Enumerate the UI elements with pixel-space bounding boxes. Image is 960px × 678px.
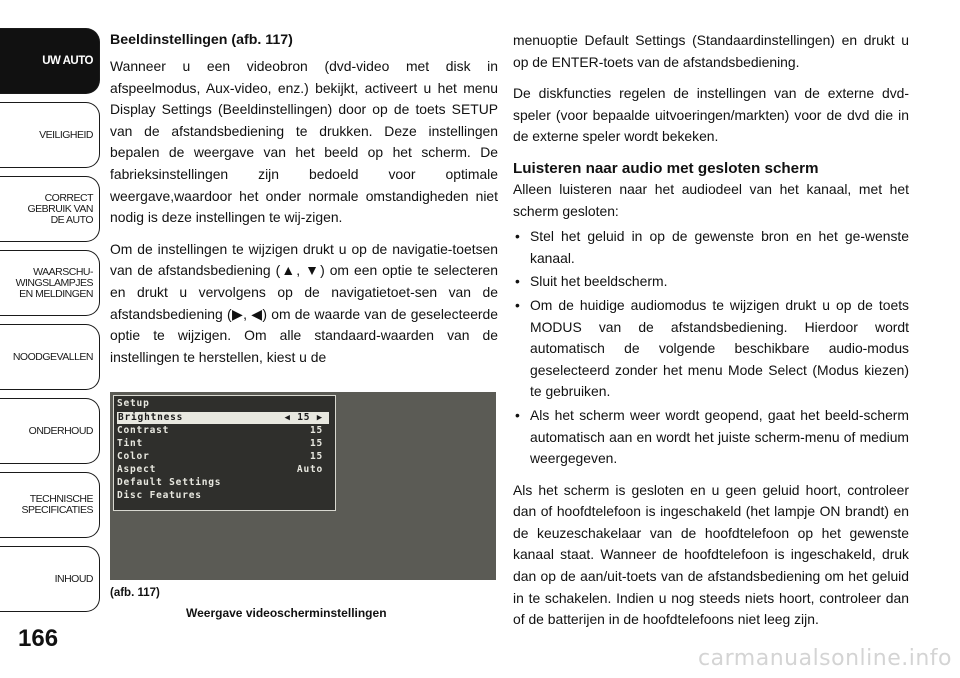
osd-row-tint <box>117 438 329 450</box>
right-arrow-icon: ▶ <box>316 413 323 423</box>
paragraph: Als het scherm is gesloten en u geen geluid hoort, controleer dan of hoofdtelefoon is ingeschakeld (het lampje ON brandt) en de keuzeschakelaar van de hoofdtelefoon op het gewenste kanaal staat. Wanneer de hoofdtelefoon is ingeschakeld, druk dan op de aan/uit-toets van de afstandsbediening om het geluid in te schakelen. Indien u nog steeds niets hoort, controleer dan of de batterijen in de hoofdtelefoons niet leeg zijn. <box>513 481 909 628</box>
osd-row-label: Contrast <box>117 425 170 436</box>
figure-reference: (afb. 117) <box>110 587 160 599</box>
paragraph: menuoptie Default Settings (Standaardinstellingen) en drukt u op de ENTER-toets van de afstandsbediening. <box>513 32 909 70</box>
left-arrow-icon: ◀ <box>284 413 291 423</box>
tab-noodgevallen[interactable]: NOODGEVALLEN <box>0 324 100 390</box>
left-column <box>110 30 498 378</box>
osd-title: Setup <box>117 398 150 409</box>
osd-row-aspect <box>117 464 329 476</box>
paragraph: Wanneer u een videobron (dvd-video met disk in afspeelmodus, Aux-video, enz.) bekijkt, activeert u het menu Display Settings (Beeldinstellingen) door op de toets SETUP van de afstandsbediening te drukken. Deze instellingen bepalen de weergave van het beeld op het scherm. De fabrieksinstellingen zijn bedoeld voor optimale weergave,waardoor het onder normale omstandigheden niet nodig is deze instellingen te wij-zigen. <box>110 58 498 226</box>
osd-row-label: Aspect <box>117 464 157 475</box>
osd-row-default-settings <box>117 477 329 489</box>
osd-row-label: Disc Features <box>117 490 202 501</box>
osd-row-contrast <box>117 425 329 437</box>
watermark: carmanualsonline.info <box>698 646 952 671</box>
tab-onderhoud[interactable]: ONDERHOUD <box>0 398 100 464</box>
list-item: • Om de huidige audiomodus te wijzigen drukt u op de toets MODUS van de afstandsbediening. Hierdoor wordt automatisch de volgende beschikbare audio-modus geselecteerd zonder het menu Mode Select (Modus kiezen) te gebruiken. <box>513 295 909 403</box>
list-item: • Sluit het beeldscherm. <box>513 271 909 293</box>
right-column <box>513 30 909 641</box>
paragraph: De diskfuncties regelen de instellingen van de externe dvd-speler (voor bepaalde uitvoeringen/markten) voor de dvd die in de externe speler wordt bekeken. <box>513 85 909 145</box>
setup-osd-menu <box>113 395 336 511</box>
setup-screen-figure <box>110 392 496 580</box>
osd-row-label: Color <box>117 451 150 462</box>
osd-row-value: 15 <box>309 451 323 462</box>
section-heading-beeldinstellingen: Beeldinstellingen (afb. 117) <box>110 32 293 48</box>
paragraph: Alleen luisteren naar het audiodeel van het kanaal, met het scherm gesloten: <box>513 180 909 219</box>
page-number: 166 <box>18 625 59 652</box>
osd-row-label: Brightness <box>117 412 269 424</box>
paragraph: Om de instellingen te wijzigen drukt u op de navigatie-toetsen van de afstandsbediening (▲, ▼) om een optie te selecteren en drukt u vervolgens op de navigatietoet-sen van de afstandsbediening (▶, ◀) om de waarde van de geselecteerde optie te wijzigen. Om alle standaard-waarden van de instellingen te herstellen, kiest u de <box>110 240 498 365</box>
osd-row-color <box>117 451 329 463</box>
tab-waarschuwingslampjes[interactable]: WAARSCHU- WINGSLAMPJES EN MELDINGEN <box>0 250 100 316</box>
osd-row-label: Default Settings <box>117 477 222 488</box>
osd-row-brightness <box>117 412 329 424</box>
osd-row-value: ◀ 15 ▶ <box>269 412 329 424</box>
osd-row-disc-features <box>117 490 329 502</box>
osd-row-value: 15 <box>309 438 323 449</box>
section-heading-luisteren: Luisteren naar audio met gesloten scherm <box>513 159 819 177</box>
tab-technische-specificaties[interactable]: TECHNISCHE SPECIFICATIES <box>0 472 100 538</box>
osd-row-label: Tint <box>117 438 144 449</box>
bullet-list <box>513 226 909 470</box>
tab-inhoud[interactable]: INHOUD <box>0 546 100 612</box>
tab-uw-auto[interactable]: UW AUTO <box>0 28 100 94</box>
osd-row-value: Auto <box>296 464 323 475</box>
figure-caption: Weergave videoscherminstellingen <box>186 606 387 620</box>
list-item: • Als het scherm weer wordt geopend, gaat het beeld-scherm automatisch aan en wordt het juiste scherm-menu of medium weergegeven. <box>513 405 909 470</box>
list-item: • Stel het geluid in op de gewenste bron en het ge-wenste kanaal. <box>513 226 909 269</box>
osd-row-value: 15 <box>309 425 323 436</box>
tab-veiligheid[interactable]: VEILIGHEID <box>0 102 100 168</box>
tab-correct-gebruik[interactable]: CORRECT GEBRUIK VAN DE AUTO <box>0 176 100 242</box>
